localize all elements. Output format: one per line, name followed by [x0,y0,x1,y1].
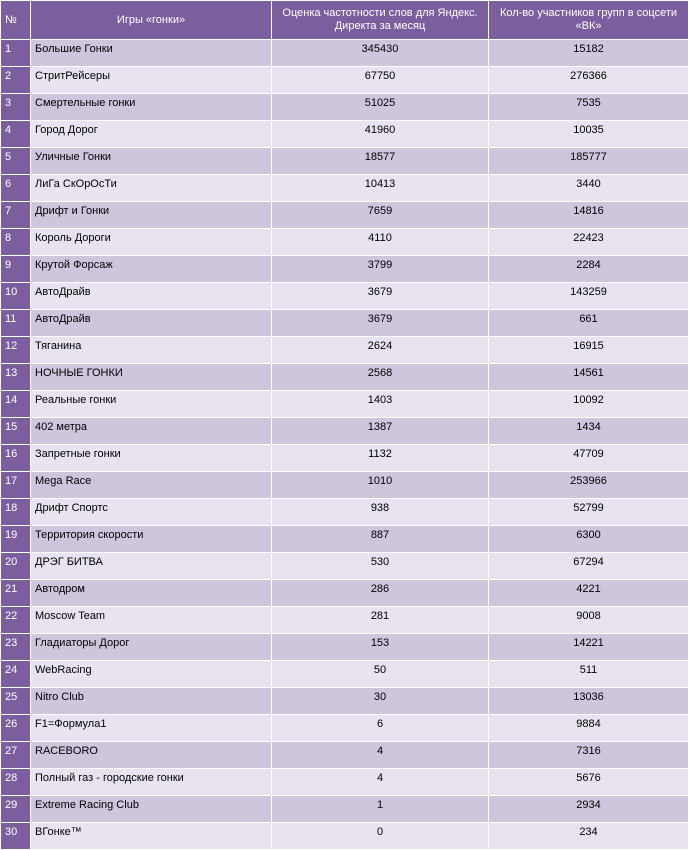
row-num: 15 [1,418,31,445]
row-vk-value: 10092 [489,391,688,418]
table-row [1,688,688,715]
row-vk-value: 234 [489,823,688,850]
row-vk-value: 661 [489,310,688,337]
table-row [1,553,688,580]
row-yandex-value: 1010 [272,472,489,499]
row-vk-value: 9008 [489,607,688,634]
row-game-name: Nitro Club [31,688,272,715]
row-vk-value: 276366 [489,67,688,94]
row-game-name: RACEBORO [31,742,272,769]
row-vk-value: 14561 [489,364,688,391]
row-yandex-value: 50 [272,661,489,688]
row-yandex-value: 1 [272,796,489,823]
row-vk-value: 143259 [489,283,688,310]
row-vk-value: 2934 [489,796,688,823]
row-yandex-value: 938 [272,499,489,526]
row-yandex-value: 3679 [272,283,489,310]
header-yandex: Оценка частотности слов для Яндекс. Директа за месяц [272,1,489,40]
row-yandex-value: 887 [272,526,489,553]
row-num: 29 [1,796,31,823]
row-num: 5 [1,148,31,175]
row-yandex-value: 30 [272,688,489,715]
row-yandex-value: 3799 [272,256,489,283]
table-row [1,607,688,634]
header-game: Игры «гонки» [31,1,272,40]
row-yandex-value: 10413 [272,175,489,202]
row-num: 23 [1,634,31,661]
table-body [1,40,688,850]
row-game-name: СтритРейсеры [31,67,272,94]
table-row [1,742,688,769]
row-game-name: Extreme Racing Club [31,796,272,823]
row-vk-value: 7535 [489,94,688,121]
row-game-name: Территория скорости [31,526,272,553]
row-yandex-value: 0 [272,823,489,850]
row-yandex-value: 530 [272,553,489,580]
row-game-name: Moscow Team [31,607,272,634]
table-row [1,391,688,418]
row-game-name: Уличные Гонки [31,148,272,175]
row-game-name: Запретные гонки [31,445,272,472]
row-yandex-value: 1403 [272,391,489,418]
row-yandex-value: 4 [272,742,489,769]
row-yandex-value: 18577 [272,148,489,175]
row-num: 19 [1,526,31,553]
row-vk-value: 253966 [489,472,688,499]
table-row [1,337,688,364]
row-game-name: ВГонке™ [31,823,272,850]
table-row [1,526,688,553]
table-row [1,175,688,202]
row-yandex-value: 153 [272,634,489,661]
row-vk-value: 10035 [489,121,688,148]
row-num: 4 [1,121,31,148]
row-game-name: 402 метра [31,418,272,445]
row-yandex-value: 281 [272,607,489,634]
row-yandex-value: 7659 [272,202,489,229]
table-row [1,202,688,229]
row-vk-value: 511 [489,661,688,688]
row-vk-value: 5676 [489,769,688,796]
row-num: 2 [1,67,31,94]
row-game-name: АвтоДрайв [31,283,272,310]
row-vk-value: 185777 [489,148,688,175]
row-game-name: Полный газ - городские гонки [31,769,272,796]
row-vk-value: 52799 [489,499,688,526]
table-header-row [1,1,688,40]
row-yandex-value: 2624 [272,337,489,364]
row-vk-value: 6300 [489,526,688,553]
row-vk-value: 2284 [489,256,688,283]
row-vk-value: 15182 [489,40,688,67]
row-game-name: Дрифт Спортс [31,499,272,526]
row-num: 21 [1,580,31,607]
table-row [1,283,688,310]
row-vk-value: 13036 [489,688,688,715]
row-vk-value: 9884 [489,715,688,742]
row-yandex-value: 4 [272,769,489,796]
table-row [1,310,688,337]
row-num: 17 [1,472,31,499]
row-game-name: ДРЭГ БИТВА [31,553,272,580]
row-num: 30 [1,823,31,850]
table-row [1,580,688,607]
row-game-name: Реальные гонки [31,391,272,418]
row-vk-value: 16915 [489,337,688,364]
table-row [1,661,688,688]
row-num: 13 [1,364,31,391]
row-yandex-value: 3679 [272,310,489,337]
table-row [1,634,688,661]
row-game-name: Король Дороги [31,229,272,256]
row-num: 16 [1,445,31,472]
table-row [1,445,688,472]
row-game-name: Смертельные гонки [31,94,272,121]
table-row [1,148,688,175]
table-row [1,715,688,742]
row-num: 10 [1,283,31,310]
row-game-name: F1=Формула1 [31,715,272,742]
row-yandex-value: 345430 [272,40,489,67]
table-row [1,499,688,526]
row-game-name: Дрифт и Гонки [31,202,272,229]
table-row [1,121,688,148]
table-row [1,418,688,445]
table-row [1,364,688,391]
table-row [1,94,688,121]
row-yandex-value: 286 [272,580,489,607]
row-num: 24 [1,661,31,688]
row-yandex-value: 6 [272,715,489,742]
row-num: 22 [1,607,31,634]
row-num: 12 [1,337,31,364]
row-game-name: WebRacing [31,661,272,688]
row-yandex-value: 1387 [272,418,489,445]
row-game-name: НОЧНЫЕ ГОНКИ [31,364,272,391]
row-game-name: Город Дорог [31,121,272,148]
row-yandex-value: 1132 [272,445,489,472]
row-num: 18 [1,499,31,526]
row-vk-value: 3440 [489,175,688,202]
table-row [1,823,688,850]
header-vk: Кол-во участников групп в соцсети «ВК» [489,1,688,40]
table-row [1,472,688,499]
row-yandex-value: 41960 [272,121,489,148]
row-game-name: Большие Гонки [31,40,272,67]
table-row [1,67,688,94]
row-num: 7 [1,202,31,229]
row-game-name: Тяганина [31,337,272,364]
row-num: 28 [1,769,31,796]
row-num: 9 [1,256,31,283]
row-vk-value: 4221 [489,580,688,607]
row-vk-value: 14221 [489,634,688,661]
row-num: 26 [1,715,31,742]
row-num: 1 [1,40,31,67]
row-game-name: Крутой Форсаж [31,256,272,283]
row-game-name: Mega Race [31,472,272,499]
row-num: 6 [1,175,31,202]
row-num: 27 [1,742,31,769]
row-yandex-value: 4110 [272,229,489,256]
row-vk-value: 1434 [489,418,688,445]
row-num: 25 [1,688,31,715]
row-game-name: ЛиГа СкОрОсТи [31,175,272,202]
table-row [1,256,688,283]
header-num: № [1,1,31,40]
row-game-name: Автодром [31,580,272,607]
row-vk-value: 47709 [489,445,688,472]
row-num: 11 [1,310,31,337]
row-num: 20 [1,553,31,580]
row-num: 14 [1,391,31,418]
table-row [1,769,688,796]
row-game-name: АвтоДрайв [31,310,272,337]
row-vk-value: 67294 [489,553,688,580]
row-vk-value: 7316 [489,742,688,769]
row-vk-value: 14816 [489,202,688,229]
table-row [1,229,688,256]
row-num: 3 [1,94,31,121]
row-game-name: Гладиаторы Дорог [31,634,272,661]
row-num: 8 [1,229,31,256]
row-vk-value: 22423 [489,229,688,256]
row-yandex-value: 67750 [272,67,489,94]
table-row [1,40,688,67]
row-yandex-value: 2568 [272,364,489,391]
row-yandex-value: 51025 [272,94,489,121]
